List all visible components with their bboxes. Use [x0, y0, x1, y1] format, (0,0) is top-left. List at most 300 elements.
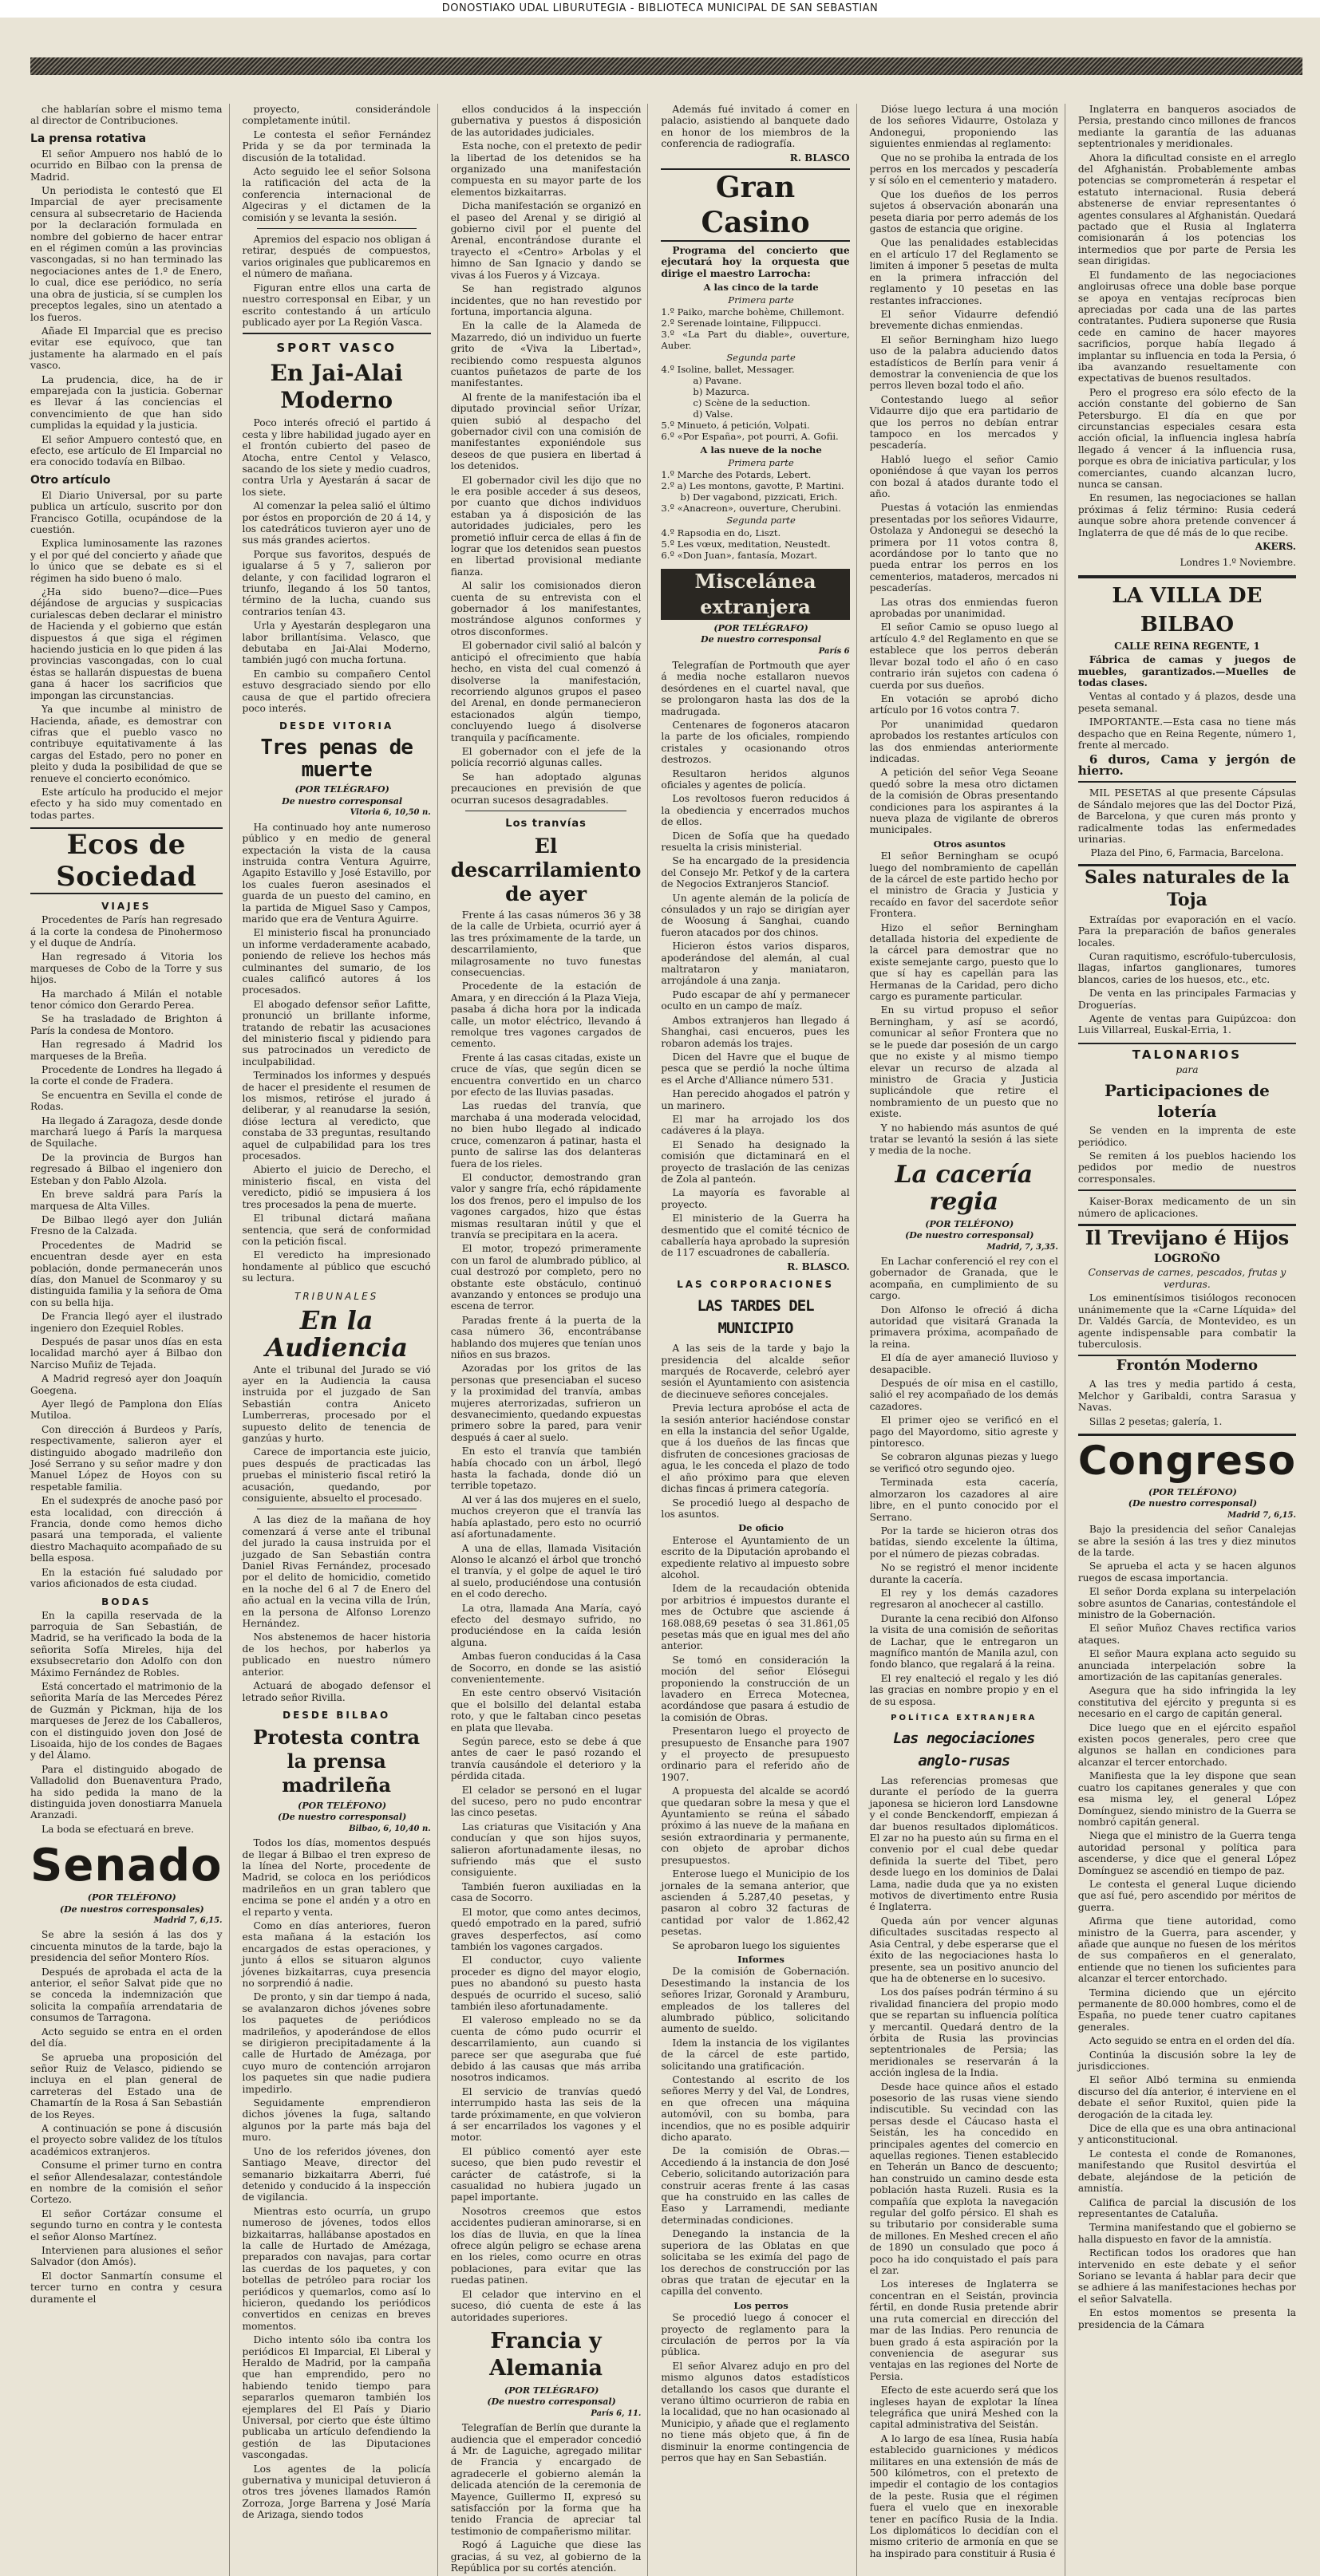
signature: R. BLASCO. — [787, 1260, 850, 1272]
paragraph: Este artículo ha producido el mejor efecto y ha sido muy comentado en todas partes. — [30, 786, 223, 821]
paragraph: Le contesta el señor Fernández Prida y se da por terminada la discusión de la totalidad. — [242, 128, 431, 164]
signature: R. BLASCO — [789, 152, 850, 164]
paragraph: El tribunal dictará mañana sentencia, que será de conformidad con la petición fiscal. — [242, 1213, 431, 1247]
paragraph: Dióse luego lectura á una moción de los señores Vidaurre, Ostolaza y Andonegui, proponiendo las siguientes enmiendas al reglamento: — [869, 104, 1058, 150]
paragraph: Dicho intento sólo iba contra los periódicos El Imparcial, El Liberal y Heraldo de Madrid, por la campaña que han emprendido, pero no habiendo tenido tiempo para separarlos quemaron también los ejemplares del El País y Diario Universal, por cierto que éste último publicaba un artículo defendiendo la gestión de las Diputaciones vascongadas. — [242, 2334, 431, 2461]
paragraph: Han regresado á Madrid los marqueses de la Breña. — [30, 1039, 223, 1062]
paragraph: Nos abstenemos de hacer historia de los hechos, por haberlos ya publicado en nuestro número anterior. — [242, 1631, 431, 1678]
section-title: Otro artículo — [30, 473, 111, 487]
byline: (POR TELÉFONO) — [298, 1800, 387, 1811]
paragraph: De la provincia de Burgos han regresado á Bilbao el ingeniero don Esteban y don Pablo Alzola. — [30, 1151, 223, 1186]
paragraph: Se abre la sesión á las dos y cincuenta minutos de la tarde, bajo la presidencia del señor Montero Ríos. — [30, 1929, 223, 1964]
paragraph: El valeroso empleado no se da cuenta de cómo pudo ocurrir el descarrilamiento, aun cuando si parece ser que aseguraba que fué debido á las causas que más arriba nosotros indicamos. — [450, 2014, 642, 2084]
paragraph: El abogado defensor señor Lafitte, pronunció un brillante informe, tratando de rebatir las acusaciones del ministerio fiscal y pidiendo para sus patrocinados un veredicto de inculpabilidad. — [242, 998, 431, 1067]
paragraph: El celador se personó en el lugar del suceso, pero no pudo encontrar las cinco pesetas. — [450, 1784, 642, 1819]
paragraph: En el sudexprés de anoche pasó por esta localidad, con dirección á Francia, donde como hemos dicho pasará una temporada, el valiente diestro Machaquito acompañado de su bella esposa. — [30, 1495, 223, 1564]
ad-sales-toja-title: Sales naturales de la Toja — [1078, 864, 1296, 911]
ad-text: Extraídas por evaporación en el vacío. Para la preparación de baños generales locales. — [1077, 913, 1296, 949]
paragraph: Frente á las casas números 36 y 38 de la calle de Urbieta, ocurrió ayer á las tres próximamente de la tarde, un descarrilamiento, que milagrosamente no tuvo funestas consecuencias. — [450, 909, 642, 978]
section-kicker: POLÍTICA EXTRANJERA — [891, 1714, 1037, 1722]
subsection-title: BODAS — [101, 1596, 152, 1608]
paragraph: En resumen, las negociaciones se hallan próximas á feliz término: Rusia cederá aunque sobre ahora pretende convencer á Inglaterra de que dé más de lo que recibe. — [1077, 492, 1296, 538]
paragraph: Según parece, esto se debe á que antes de caer le pasó rozando el tranvía causándole el deterioro y la pérdida citada. — [450, 1736, 642, 1782]
ad-subtitle: CALLE REINA REGENTE, 1 — [1114, 640, 1260, 652]
subsection-title: Informes — [737, 1953, 784, 1965]
program-item: b) Der vagabond, pizzicati, Erich. — [680, 491, 838, 503]
paragraph: Las criaturas que Visitación y Ana conducían y que son hijos suyos, salieron afortunadamente ilesas, no sufriendo más que el susto consiguiente. — [450, 1821, 642, 1879]
paragraph: Figuran entre ellos una carta de nuestro corresponsal en Eibar, y un escrito contestando á un artículo publicado ayer por La Región Vasca. — [242, 282, 431, 328]
paragraph: En breve saldrá para París la marquesa de Alta Villes. — [30, 1189, 223, 1212]
paragraph: También fueron auxiliadas en la casa de Socorro. — [450, 1880, 642, 1904]
paragraph: Apremios del espacio nos obligan á retirar, después de compuestos, varios originales que publicaremos en el número de mañana. — [242, 234, 431, 280]
paragraph: De pronto, y sin dar tiempo á nada, se avalanzaron dichos jóvenes sobre los paquetes de periódicos madrileños, y apoderándose de ellos se dirigieron precipitadamente á la calle de Hurtado de Amézaga, por cuyo muro de contención arrojaron los paquetes sin que nadie pudiera impedirlo. — [242, 1991, 431, 2095]
paragraph: Además fué invitado á comer en palacio, asistiendo al banquete dado en honor de los miembros de la conferencia de radiografía. — [661, 104, 850, 150]
paragraph: El señor Berningham se ocupó luego del nombramiento de capellán de la cárcel de este partido hecho por el ministro de Gracia y Justicia y recaído en favor del sacerdote señor Frontera. — [869, 850, 1058, 920]
subsection-title: VIAJES — [101, 901, 152, 913]
paragraph: El conductor, demostrando gran valor y sangre fría, echó rápidamente los dos frenos, pero el impulso de los vagones cargados, hizo que éstas mismas resultaran inútil y que el tranvía se precipitara en la acera. — [450, 1171, 642, 1241]
paragraph: El señor Ampuero contestó que, en efecto, ese artículo de El Imparcial no era conocido todavía en Bilbao. — [30, 433, 223, 468]
paragraph: Que no se prohiba la entrada de los perros en los mercados y pescadería y sí sólo en el cementerio y matadero. — [869, 152, 1058, 187]
paragraph: El rey y los demás cazadores regresaron al anochecer al castillo. — [869, 1587, 1058, 1611]
paragraph: En la capilla reservada de la parroquia de San Sebastián, de Madrid, se ha verificado la boda de la señorita Sofía Mireles, hija del exsubsecretario don Adolfo con don Máximo Fernández de Robles. — [30, 1609, 223, 1679]
paragraph: Idem la instancia de los vigilantes de la cárcel de este partido, solicitando una gratificación. — [661, 2037, 850, 2072]
paragraph: El Diario Universal, por su parte publica un artículo, suscrito por don Francisco Gotilla, ocupándose de la cuestión. — [30, 489, 223, 535]
paragraph: Consume el primer turno en contra el señor Allendesalazar, contestándole en nombre de la comisión el señor Cortezo. — [30, 2160, 223, 2206]
paragraph: No se registró el menor incidente durante la cacería. — [869, 1562, 1058, 1585]
ad-fronton-title: Frontón Moderno — [1078, 1355, 1296, 1375]
program-item: 5.º Minueto, á petición, Volpati. — [661, 420, 810, 432]
ad-text: Curan raquitismo, escrófulo-tuberculosis, llagas, infartos ganglionares, tumores blancos, caries de los huesos, etc., etc. — [1077, 950, 1296, 985]
paragraph: Por unanimidad quedaron aprobados los restantes artículos con las dos enmiendas anteriormente indicadas. — [869, 718, 1058, 764]
paragraph: Al comenzar la pelea salió el último por éstos en proporción de 20 á 14, y los catedráticos tuvieron ayer uno de sus más grandes aciertos. — [242, 500, 431, 546]
paragraph: Ya que incumbe al ministro de Hacienda, añade, es demostrar con cifras que el pueblo vasco no contribuye equitativamente á las cargas del Estado, pero no poner en pleito y duda la posibilidad de que se renueve el concierto económico. — [30, 704, 223, 784]
ad-subtitle: Conservas de carnes, pescados, frutas y verduras. — [1088, 1267, 1286, 1290]
paragraph: El gobernador civil les dijo que no le era posible acceder á sus deseos, por cuanto que dichos individuos estaban ya á disposición de las autoridades judiciales, pero les prometió influir cerca de ellas á fin de lograr que los detenidos sean puestos en libertad provisional mediante fianza. — [450, 474, 642, 578]
paragraph: Terminados los informes y después de hacer el presidente el resumen de los mismos, retiróse el jurado á deliberar, y al reanudarse la sesión, dióse lectura al veredicto, que constaba de 33 preguntas, resultando aquel de culpabilidad para los tres procesados. — [242, 1070, 431, 1162]
paragraph: Programa del concierto que ejecutará hoy la orquesta que dirige el maestro Larrocha: — [661, 245, 850, 279]
ad-text: Se venden en la imprenta de este periódico. — [1077, 1125, 1296, 1148]
section-kicker: Los tranvías — [505, 817, 587, 830]
paragraph: Contestando al escrito de los señores Merry y del Val, de Londres, en que ofrecen una máquina automóvil, con su bomba, para incendios, que no es posible adquirir dicho aparato. — [661, 2074, 850, 2144]
byline: (De nuestro corresponsal) — [1128, 1498, 1258, 1509]
column-1 — [30, 104, 230, 2576]
byline: (De nuestros corresponsales) — [59, 1903, 204, 1915]
paragraph: Paradas frente á la puerta de la casa número 36, encontrábanse hablando dos mujeres que tenían unos niños en sus brazos. — [450, 1314, 642, 1360]
paragraph: El fundamento de las negociaciones angloirusas ofrece una doble base porque se apoya en ventajas recíprocas bien apreciadas por cada una de las partes contratantes. Pudiera suponerse que Rusia cede en camino de hacer mayores sacrificios, porque había llegado á implantar su influencia en toda la Persia, ó iba avanzando resueltamente con expectativas de buenos resultados. — [1077, 269, 1296, 385]
paragraph: A Madrid regresó ayer don Joaquín Goegena. — [30, 1373, 223, 1396]
paragraph: Previa lectura aprobóse el acta de la sesión anterior haciéndose constar en ella la instancia del señor Ugalde, que á los dueños de las fincas que disfruten de concesiones graciosas de agua, le les conceda el plazo de todo el año próximo para que eleven dichas fincas á primera categoría. — [661, 1402, 850, 1495]
paragraph: Los intereses de Inglaterra se concentran en el Seistán, provincia fértil, en donde Rusia pretende abrir una ruta comercial en dirección del mar de las Indias. Pero renuncia de buen grado á esta aspiración por la conveniencia de asegurar sus ventajas en las regiones del Norte de Persia. — [869, 2278, 1058, 2382]
paragraph: Azoradas por los gritos de las personas que presenciaban el suceso y la proximidad del tranvía, ambas mujeres aterrorizadas, sufrieron un desvanecimiento, quedando expuestas primero sobre la pared, para venir después á caer al suelo. — [450, 1363, 642, 1443]
program-part: Primera parte — [728, 294, 794, 306]
paragraph: Continúa la discusión sobre la ley de jurisdicciones. — [1077, 2049, 1296, 2073]
paragraph: Han perecido ahogados el patrón y un marinero. — [661, 1088, 850, 1111]
paragraph: El señor Albó termina su enmienda discurso del día anterior, é interviene en el debate el señor Ruxitol, quien pide la derogación de la citada ley. — [1077, 2074, 1296, 2120]
divider — [1078, 1189, 1296, 1191]
ad-participaciones-title: Participaciones de lotería — [1104, 1081, 1270, 1122]
paragraph: Termina diciendo que un ejército permanente de 80.000 hombres, como el de España, no puede tener cuatro capitanes generales. — [1077, 1986, 1296, 2033]
paragraph: El celador que intervino en el suceso, dió cuenta de este á las autoridades superiores. — [450, 2288, 642, 2323]
paragraph: Se aprobaron luego los siguientes — [672, 1939, 840, 1951]
paragraph: Acto seguido se entra en el orden del día. — [1089, 2035, 1295, 2047]
paragraph: Inglaterra en banqueros asociados de Persia, prestando cinco millones de francos mediante la garantía de las aduanas septentrionales y meridionales. — [1077, 104, 1296, 150]
paragraph: El rey enalteció el regalo y les dió las gracias en nombre propio y en el de su esposa. — [869, 1672, 1058, 1707]
dateline: Vitoria 6, 10,50 n. — [350, 808, 431, 818]
subsection-title: Los perros — [733, 2299, 788, 2311]
dateline: Londres 1.º Noviembre. — [1180, 557, 1296, 569]
paragraph: En la calle de la Alameda de Mazarredo, dió un individuo un fuerte grito de «Viva la Libertad», recibiendo como respuesta algunos cuantos puñetazos de parte de los manifestantes. — [450, 320, 642, 389]
paragraph: Se encuentra en Sevilla el conde de Rodas. — [30, 1089, 223, 1113]
program-heading: A las cinco de la tarde — [703, 282, 819, 294]
headline-negociaciones: Las negociaciones anglo-rusas — [893, 1730, 1035, 1769]
section-kicker: TRIBUNALES — [294, 1290, 379, 1302]
paragraph: En su virtud propuso el señor Berningham, y así se acordó, comunicar al señor Frontera que no se le puede dar posesión de un cargo que no existe y al mismo tiempo elevar un recurso de alzada al ministro de Gracia y Justicia suplicándole que retire el nombramiento de un puesto que no existe. — [869, 1004, 1058, 1120]
dateline: París 6 — [818, 646, 850, 656]
paragraph: A lo largo de esa línea, Rusia había establecido guarniciones y médicos militares en una extensión de más de 500 kilómetros, con el pretexto de impedir el contagio de los contagios de la peste. Rusia que el régimen fuera el vuelo que en inexorable tener en pacífico Rusia de la India. Los diplomáticos lo decidían con el mismo criterio de armonía en que se ha inspirado para constituir á Rusia é — [869, 2432, 1058, 2559]
headline-ecos: Ecos de Sociedad — [30, 827, 223, 894]
paragraph: El señor Alvarez adujo en pro del mismo algunos datos estadísticos detallando los casos que durante el verano último ocurrieron de rabia en la localidad, que no han ocasionado al Municipio, y añade que el reglamento no tiene más objeto que, á fin de disminuir la enorme contingencia de perros que hay en San Sebastián. — [661, 2360, 850, 2464]
paragraph: Se aprueba el acta y se hacen algunos ruegos de escasa importancia. — [1077, 1560, 1296, 1584]
paragraph: El Senado ha designado la comisión que dictaminará en el proyecto de traslación de las cenizas de Zola al panteón. — [661, 1138, 850, 1185]
paragraph: Don Alfonso le ofreció á dicha autoridad que visitará Granada la primavera próxima, acompañado de la reina. — [869, 1304, 1058, 1350]
paragraph: Niega que el ministro de la Guerra tenga autoridad personal y política para ascenderse, y dice que el general López Domínguez se ascendió en tiempo de paz. — [1077, 1830, 1296, 1876]
paragraph: La boda se efectuará en breve. — [41, 1823, 195, 1835]
paragraph: El señor Maura explana acto seguido su anunciada interpelación sobre la amortización de las capitanías generales. — [1077, 1648, 1296, 1683]
paragraph: Los agentes de la policía gubernativa y municipal detuvieron á otros tres jóvenes llamados Ramón Zorroza, Jorge Barrena y José María de Arizaga, siendo todos — [242, 2463, 431, 2521]
paragraph: A las seis de la tarde y bajo la presidencia del alcalde señor marqués de Rocaverde, celebró ayer sesión el Ayuntamiento con asistencia de diecinueve señores concejales. — [661, 1343, 850, 1400]
dateline: Madrid 7, 6,15. — [1227, 1510, 1296, 1520]
paragraph: Se ha trasladado de Brighton á París la condesa de Montoro. — [30, 1013, 223, 1036]
paragraph: Rogó á Laguiche que diese las gracias, á su vez, al gobierno de la República por su cortés atención. — [450, 2539, 642, 2574]
paragraph: Efecto de este acuerdo será que los ingleses hayan de explotar la línea telegráfica que unirá Meshed con la capital administrativa del Seistán. — [869, 2385, 1058, 2431]
headline-francia-alemania: Francia y Alemania — [489, 2328, 603, 2381]
byline: (POR TELÉGRAFO) — [294, 784, 389, 795]
paragraph: A las diez de la mañana de hoy comenzará á verse ante el tribunal del jurado la causa instruida por el juzgado de San Sebastián contra Daniel Rivas Fernández, procesado por el delito de homicidio, cometido en la noche del 6 al 7 de Enero del año actual en la vecina villa de Irún, en la persona de Alfonso Lorenzo Hernández. — [242, 1514, 431, 1630]
paragraph: Termina manifestando que el gobierno se halla dispuesto en favor de la amnistía. — [1077, 2222, 1296, 2245]
paragraph: Acto seguido lee el señor Solsona la ratificación del acta de la conferencia internacional de Algeciras y el dictamen de la comisión y se levanta la sesión. — [242, 166, 431, 223]
ad-villa-bilbao-title: LA VILLA DE BILBAO — [1078, 575, 1296, 639]
paragraph: La mayoría es favorable al proyecto. — [661, 1187, 850, 1210]
section-kicker: LAS CORPORACIONES — [677, 1279, 834, 1291]
paragraph: Se aprueba una proposición del señor Ruiz de Velasco, pidiendo se incluya en el plan general de carreteras del Estado una de Chamartín de la Rosa á San Sebastián de los Reyes. — [30, 2051, 223, 2120]
paragraph: Dicha manifestación se organizó en el paseo del Arenal y se dirigió al gobierno civil por el puente del Arenal, encontrándose durante el trayecto el «Centro» Arbolas y el himno de San Ignacio y dando se vivas á los Fueros y á Vizcaya. — [450, 200, 642, 281]
paragraph: Enterose el Ayuntamiento de un escrito de la Diputación aprobando el expediente relativo al impuesto sobre alcohol. — [661, 1534, 850, 1580]
ad-subtitle: LOGROÑO — [1154, 1252, 1220, 1266]
program-item: 4.º Isoline, ballet, Messager. — [661, 364, 795, 376]
dateline: Madrid 7, 6,15. — [153, 1916, 223, 1926]
paragraph: Pero el progreso era sólo efecto de la acción constante del gobierno de San Petersburgo. El día en que por circunstancias especiales cesara esta acción oficial, la influencia inglesa habría llegado á vencer á la influencia rusa, porque es obra de iniciativa particular, y los comerciantes, cuando alcanzan lucro, nunca se cansan. — [1077, 386, 1296, 490]
program-heading: A las nueve de la noche — [700, 444, 822, 456]
headline-jai-alai: En Jai-Alai Moderno — [270, 360, 403, 414]
paragraph: El señor Camio se opuso luego al artículo 4.º del Reglamento en que se establece que los perros deberán llevar bozal todo el año ó en caso contrario irán sujetos con cadena ó cuerda por sus dueños. — [869, 621, 1058, 691]
paragraph: Puestas á votación las enmiendas presentadas por los señores Vidaurre, Ostolaza y Andonegui se desechó la primera por 11 votos contra 8, acordándose por lo tanto que no pueda entrar los perros en los cementerios, mataderos, mercados ni pescaderías. — [869, 502, 1058, 594]
paragraph: Y no habiendo más asuntos de qué tratar se levantó la sesión á las siete y media de la noche. — [869, 1122, 1058, 1157]
paragraph: Dice luego que en el ejército español existen pocos generales, pero cree que algunos se hallan en condiciones para alcanzar el tercer entorchado. — [1077, 1722, 1296, 1768]
paragraph: En estos momentos se presenta la presidencia de la Cámara — [1077, 2307, 1296, 2330]
program-item: 3.º «Anacreon», ouverture, Cherubini. — [661, 503, 841, 515]
paragraph: Procedente de Londres ha llegado á la corte el conde de Fradera. — [30, 1064, 223, 1087]
paragraph: De la comisión de Gobernación. Desestimando la instancia de los señores Irizar, Goronald y Aramburu, empleados de los talleres del alumbrado público, solicitando aumento de sueldo. — [661, 1966, 850, 2035]
paragraph: che hablarían sobre el mismo tema al director de Contribuciones. — [30, 104, 223, 127]
paragraph: El día de ayer amaneció lluvioso y desapacible. — [869, 1352, 1058, 1375]
paragraph: Se cobraron algunas piezas y luego se verificó otro segundo ojeo. — [869, 1451, 1058, 1474]
paragraph: Frente á las casas citadas, existe un cruce de vías, que según dicen se encuentra convertido en un charco por efecto de las lluvias pasadas. — [450, 1051, 642, 1099]
section-kicker: SPORT VASCO — [276, 341, 397, 356]
paragraph: A petición del señor Vega Seoane quedó sobre la mesa otro dictamen de la comisión de Obras presentando condiciones para los aspirantes á la nueva plaza de vigilante de obreros municipales. — [869, 767, 1058, 836]
ad-text: 6 duros, Cama y jergón de hierro. — [1077, 751, 1296, 778]
program-item: b) Mazurca. — [693, 386, 750, 398]
paragraph: Contestando luego al señor Vidaurre dijo que era partidario de que los perros no debían entrar tampoco en los mercados y pescadería. — [869, 393, 1058, 452]
paragraph: Ante el tribunal del Jurado se vió ayer en la Audiencia la causa instruida por el juzgado de San Sebastián contra Aniceto Lumberreras, procesado por el supuesto delito de tenencia de ganzúas y hurto. — [242, 1363, 431, 1444]
program-item: a) Pavane. — [693, 375, 742, 387]
dateline: Bilbao, 6, 10,40 n. — [349, 1824, 431, 1833]
byline: (POR TELÉFONO) — [925, 1218, 1014, 1229]
paragraph: Hicieron éstos varios disparos, apoderándose del alemán, al cual maltrataron y maniataron, arrojándole á una zanja. — [661, 941, 850, 987]
paragraph: El ministerio de la Guerra ha desmentido que el comité técnico de caballería haya aprobado la supresión de 117 escuadrones de caballería. — [661, 1213, 850, 1259]
paragraph: Las ruedas del tranvía, que marchaba á una moderada velocidad, no bien hubo llegado al indicado cruce, comenzaron á patinar, hasta el punto de salirse las dos delanteras fuera de los rieles. — [450, 1100, 642, 1170]
headline-tardes-municipio: LAS TARDES DEL MUNICIPIO — [697, 1297, 814, 1338]
paragraph: Procedente de la estación de Amara, y en dirección á la Plaza Vieja, pasaba á dicha hora por la indicada calle, un motor eléctrico, llevando á remolque tres vagones cargados de cemento. — [450, 980, 642, 1050]
paragraph: Hizo el señor Berningham detallada historia del expediente de la cárcel para demostrar que no existe semejante cargo, puesto que lo que sí hay es capellán para las Hermanas de la Caridad, pero dicho cargo es puramente particular. — [869, 921, 1058, 1003]
paragraph: Después de oír misa en el castillo, salió el rey acompañado de los demás cazadores. — [869, 1378, 1058, 1412]
paragraph: Al ver á las dos mujeres en el suelo, muchos creyeron que el tranvía las había aplastado, pero esto no ocurrió así afortunadamente. — [450, 1493, 642, 1540]
headline-miscelanea: Miscelánea extranjera — [661, 569, 849, 620]
paragraph: Mientras esto ocurría, un grupo numeroso de jóvenes, todos ellos bizkaitarras, hallábanse apostados en la calle de Hurtado de Amézaga, preparados con navajas, para cortar las cuerdas de los paquetes, y con botellas de petróleo para rociar los periódicos y quemarlos, como así lo hicieron, quedando los periódicos convertidos en cenizas en breves momentos. — [242, 2205, 431, 2332]
paragraph: Denegando la instancia de la superiora de las Oblatas en que solicitaba se les eximía del pago de los derechos de construcción por las obras que tratan de ejecutar en la capilla del convento. — [661, 2228, 850, 2298]
section-title: La prensa rotativa — [30, 132, 147, 145]
headline-gran-casino: Gran Casino — [661, 168, 849, 242]
paragraph: Se procedió luego á conocer el proyecto de reglamento para la circulación de perros por la vía pública. — [661, 2312, 850, 2358]
signature: AKERS. — [1255, 541, 1296, 553]
section-kicker: DESDE VITORIA — [279, 720, 394, 732]
paragraph: Terminada esta cacería, almorzaron los cazadores al aire libre, en el punto conocido por el Serrano. — [869, 1477, 1058, 1523]
column-6 — [1078, 104, 1302, 2576]
paragraph: El gobernador civil salió al balcón y anticipó el ofrecimiento que había hecho, en vista del cual comenzó á disolverse la manifestación, recorriendo algunos grupos el paseo del Arenal, en donde permanecieron estacionados algún tiempo, concluyendo luego á disolverse tranquila y pacíficamente. — [450, 640, 642, 744]
paragraph: Para el distinguido abogado de Valladolid don Buenaventura Prado, ha sido pedida la mano de la distinguida joven donostiarra Manuela Aranzadi. — [30, 1763, 223, 1821]
paragraph: El señor Cortázar consume el segundo turno en contra y le contesta el señor Alonso Martínez. — [30, 2207, 223, 2243]
headline-descarrilamiento: El descarrilamiento de ayer — [450, 834, 642, 905]
paragraph: A continuación se pone á discusión el proyecto sobre validez de los títulos académicos extranjeros. — [30, 2122, 223, 2157]
paragraph: Actuará de abogado defensor el letrado señor Rivilla. — [242, 1680, 431, 1703]
ad-text: De venta en las principales Farmacias y Droguerías. — [1077, 988, 1296, 1011]
headline-congreso: Congreso — [1078, 1434, 1296, 1485]
paragraph: El señor Vidaurre defendió brevemente dichas enmiendas. — [869, 308, 1058, 332]
paragraph: Después de pasar unos días en esta localidad marchó ayer á Bilbao don Narciso Muñiz de Tejada. — [30, 1335, 223, 1371]
ad-text: para — [1176, 1063, 1199, 1075]
paragraph: El señor Muñoz Chaves rectifica varios ataques. — [1077, 1623, 1296, 1646]
byline: (POR TELÉGRAFO) — [713, 622, 808, 633]
paragraph: Carece de importancia este juicio, pues después de practicadas las pruebas el ministerio fiscal retiró la acusación, quedando, por consiguiente, absuelto el procesado. — [242, 1446, 431, 1504]
paragraph: Califica de parcial la discusión de los representantes de Cataluña. — [1077, 2196, 1296, 2219]
paragraph: Le contesta el conde de Romanones, manifestando que Rusitol desvirtúa el debate, alejándose de la petición de amnistía. — [1077, 2148, 1296, 2195]
paragraph: Dicen de Sofía que ha quedado resuelta la crisis ministerial. — [661, 830, 850, 853]
headline-audiencia: En la Audiencia — [265, 1304, 408, 1363]
paragraph: Las otras dos enmiendas fueron aprobadas por unanimidad. — [869, 596, 1058, 620]
paragraph: Ahora la dificultad consiste en el arreglo del Afghanistán. Probablemente ambas potencias se comprometerán á respetar el estatuto internacional. Rusia deberá abstenerse de enviar representantes ó agentes consulares al Afghanistán. Quedará pactado que el Rusia al Inglaterra comisionarán á los potencias los intermedios que por parte de Persia les sean dirigidas. — [1077, 152, 1296, 267]
paragraph: Abierto el juicio de Derecho, el ministerio fiscal, en vista del veredicto, pidió se impusiera á los tres procesados la pena de muerte. — [242, 1164, 431, 1210]
paragraph: Urla y Ayestarán desplegaron una labor brillantísima. Velasco, que debutaba en Jai-Alai Moderno, también jugó con mucha fortuna. — [242, 620, 431, 666]
paragraph: Le contesta el general Luque diciendo que así fué, pero ascendido por méritos de guerra. — [1077, 1878, 1296, 1913]
section-kicker: DESDE BILBAO — [283, 1709, 391, 1721]
headline-caceria: La cacería regia — [895, 1160, 1033, 1216]
paragraph: De la comisión de Obras.—Accediendo á la instancia de don José Ceberio, solicitando autorización para construir aceras frente á las casas que ha construido en las calles de Easo y Larramendi, mediante determinadas condiciones. — [661, 2145, 850, 2226]
program-item: c) Scène de la seduction. — [693, 397, 811, 409]
paragraph: Asegura que ha sido infringida la ley constitutiva del ejército y pregunta si es necesario en el cargo de capitán general. — [1077, 1685, 1296, 1720]
byline: (De nuestro corresponsal) — [277, 1812, 407, 1823]
ad-text: Plaza del Pino, 6, Farmacia, Barcelona. — [1090, 847, 1284, 859]
paragraph: El público comentó ayer este suceso, que bien pudo revestir el carácter de catástrofe, si la casualidad no hubiera jugado un papel importante. — [450, 2145, 642, 2203]
byline: (POR TELÉFONO) — [87, 1892, 176, 1903]
program-item: 3.º «La Part du diable», ouverture, Auber. — [661, 329, 850, 352]
paragraph: Enterose luego el Municipio de los jornales de la semana anterior, que ascienden á 5.287,40 pesetas, y pasaron al cobro 32 facturas de cantidad por valor de 1.862,42 pesetas. — [661, 1868, 850, 1938]
paragraph: Como en días anteriores, fueron esta mañana á la estación los encargados de estas operaciones, y junto á ellos se situaron algunos jóvenes bizkaitarras, cuya presencia no sorprendió á nadie. — [242, 1919, 431, 1989]
headline-protesta: Protesta contra la prensa madrileña — [253, 1725, 421, 1797]
column-4 — [661, 104, 856, 2576]
paragraph: En la estación fué saludado por varios aficionados de esta ciudad. — [30, 1566, 223, 1590]
paragraph: Durante la cena recibió don Alfonso la visita de una comisión de señoritas de Lachar, que le entregaron un magnífico mantón de Manila azul, con fondo blanco, que regalará á la reina. — [869, 1612, 1058, 1671]
paragraph: El veredicto ha impresionado hondamente al público que escuchó su lectura. — [242, 1249, 431, 1284]
paragraph: Ha llegado á Zaragoza, desde donde marchará luego á París la marquesa de Squilache. — [30, 1114, 223, 1150]
ad-text: MIL PESETAS al que presente Cápsulas de Sándalo mejores que las del Doctor Pizá, de Barcelona, y que curen más pronto y radicalmente todas las enfermedades urinarias. — [1077, 787, 1296, 845]
program-item: 1.º Marche des Potards, Lebert. — [661, 469, 812, 481]
paragraph: Uno de los referidos jóvenes, don Santiago Meave, director del semanario bizkaitarra Aberri, fué detenido y conducido á la inspección de vigilancia. — [242, 2145, 431, 2203]
program-item: d) Valse. — [693, 408, 733, 420]
paragraph: El señor Berningham hizo luego uso de la palabra aduciendo datos estadísticos de Berlín para venir á demostrar la conveniencia de que los perros lleven bozal todo el año. — [869, 333, 1058, 392]
dateline: París 6, 11. — [591, 2408, 642, 2418]
paragraph: En votación se aprobó dicho artículo por 16 votos contra 7. — [869, 692, 1058, 716]
paragraph: Después de aprobada el acta de la anterior, el señor Salvat pide que no se conceda la indemnización que solicita la compañía arrendataria de consumos de Tarragona. — [30, 1966, 223, 2024]
column-2 — [243, 104, 438, 2576]
paragraph: Está concertado el matrimonio de la señorita María de las Mercedes Pérez de Guzmán y Pickman, hija de los marqueses de Jerez de los Caballeros, con el distinguido joven don José de Lisoaida, hijo de los condes de Bagaes y del Álamo. — [30, 1680, 223, 1761]
paragraph: La prudencia, dice, ha de ir emparejada con la justicia. Gobernar es llevar á las conciencias el convencimiento de que han sido cumplidas la equidad y la justicia. — [30, 373, 223, 432]
paragraph: Ayer llegó de Pamplona don Elías Mutiloa. — [30, 1398, 223, 1422]
program-item: 2.º Serenade lointaine, Filippucci. — [661, 318, 821, 329]
paragraph: Centenares de fogoneros atacaron la parte de los oficiales, rompiendo cristales y ocasionando otros destrozos. — [661, 719, 850, 766]
paragraph: Porque sus favoritos, después de igualarse á 5 y 7, salieron por delante, y con facilidad lograron el triunfo, llegando á los 50 tantos, término de la lucha, cuando sus contrarios tenían 43. — [242, 548, 431, 617]
paragraph: Al frente de la manifestación iba el diputado provincial señor Urízar, quien subió al despacho del gobernador civil con una comisión de manifestantes exponiéndole sus deseos de que pusiera en libertad á los detenidos. — [450, 391, 642, 472]
paragraph: Poco interés ofreció el partido á cesta y libre habilidad jugado ayer en el frontón cubierto del paseo de Atocha, entre Centol y Velasco, sacando de los siete y medio cuadros, contra Urla y Ayestarán á sacar de los siete. — [242, 417, 431, 498]
paragraph: Dicen del Havre que el buque de pesca que se perdió la noche última es el Arche d'Alliance número 531. — [661, 1051, 850, 1086]
paragraph: El gobernador con el jefe de la policía recorrió algunas calles. — [450, 745, 642, 769]
paragraph: Ambas fueron conducidas á la Casa de Socorro, en donde se las asistió convenientemente. — [450, 1651, 642, 1685]
paragraph: A propuesta del alcalde se acordó que quedaran sobre la mesa y que el Ayuntamiento se reúna el sábado próximo á las nueve de la mañana en sesión extraordinaria y permanente, con objeto de aprobar dichos presupuestos. — [661, 1785, 850, 1866]
paragraph: ellos conducidos á la inspección gubernativa y puestos á disposición de las autoridades judiciales. — [450, 104, 642, 138]
paragraph: Ha continuado hoy ante numeroso público y en medio de general expectación la vista de la causa instruida contra Ventura Aguirre, Agapito Estavillo y José Estavillo, por los cuales fueron asesinados el guarda de un puesto del camino, en la partida de Miguel Saso y Campos, marido que era de Ventura Aguirre. — [242, 821, 431, 925]
subsection-title: De oficio — [738, 1522, 784, 1534]
archive-header: DONOSTIAKO UDAL LIBURUTEGIA - BIBLIOTECA MUNICIPAL DE SAN SEBASTIAN — [0, 0, 1320, 18]
newspaper-columns — [30, 104, 1302, 2574]
paragraph: El señor Dorda explana su interpelación sobre asuntos de Canarias, contestándole el ministro de la Gobernación. — [1077, 1586, 1296, 1620]
paragraph: Se tomó en consideración la moción del señor Elósegui proponiendo la construcción de un lavadero en Erreca Motecnea, acordándose que pasara á estudio de la comisión de Obras. — [661, 1654, 850, 1723]
paragraph: El motor, tropezó primeramente con un farol de alumbrado público, al cual destrozó por completo, pero no obstante este obstáculo, continuó avanzando y entonces se produjo una escena de terror. — [450, 1243, 642, 1312]
paragraph: Se procedió luego al despacho de los asuntos. — [661, 1497, 850, 1520]
paragraph: proyecto, considerándole completamente inútil. — [242, 104, 431, 127]
paragraph: Queda aún por vencer algunas dificultades suscitadas respecto al Asia Central, y debe esperarse que el éxito de las negociaciones hasta lo presente, sea un positivo anuncio del que ha de obtenerse en lo sucesivo. — [869, 1915, 1058, 1984]
column-3 — [451, 104, 649, 2576]
ad-talonarios-title: TALONARIOS — [1078, 1043, 1296, 1062]
paragraph: En este centro observó Visitación que el bolsillo del delantal estaba roto, y que le faltaban cinco pesetas en plata que llevaba. — [450, 1687, 642, 1734]
ad-text: Se remiten á los pueblos haciendo los pedidos por medio de nuestros corresponsales. — [1077, 1150, 1296, 1185]
paragraph: Ha marchado á Milán el notable tenor cómico don Gerardo Perea. — [30, 988, 223, 1011]
dateline: Madrid, 7, 3,35. — [986, 1242, 1058, 1252]
paragraph: Habló luego el señor Camio oponiéndose á que vayan los perros con bozal á atados durante todo el año. — [869, 453, 1058, 499]
subsection-title: Otros asuntos — [933, 838, 1006, 850]
paragraph: Seguidamente emprendieron dichos jóvenes la fuga, saltando algunos por la parte más baja del muro. — [242, 2097, 431, 2144]
ad-text: Fábrica de camas y juegos de muebles, garantizados.—Muelles de todas clases. — [1077, 654, 1296, 689]
program-item: 5.º Les vœux, meditation, Neustedt. — [661, 538, 831, 550]
paragraph: Procedentes de París han regresado á la corte la condesa de Pinohermoso y el duque de Andría. — [30, 914, 223, 949]
byline: De nuestro corresponsal — [282, 795, 403, 807]
headline-senado: Senado — [30, 1840, 223, 1892]
program-item: 6.º «Don Juan», fantasía, Mozart. — [661, 549, 818, 561]
paragraph: Nosotros creemos que estos accidentes pudieran aminorarse, si en los días de lluvia, en que la línea ofrece algún peligro se echase arena en los rieles, como ocurre en otras poblaciones, para evitar que las ruedas patinen. — [450, 2205, 642, 2286]
ad-trevijano-title: Il Trevijano é Hijos — [1078, 1224, 1296, 1250]
masthead-band — [0, 18, 1320, 80]
paragraph: Se han registrado algunos incidentes, que no han revestido por fortuna, importancia alguna. — [450, 283, 642, 318]
paragraph: Bajo la presidencia del señor Canalejas se abre la sesión á las tres y diez minutos de la tarde. — [1077, 1524, 1296, 1558]
byline: (POR TELÉFONO) — [1148, 1486, 1237, 1497]
paragraph: Idem de la recaudación obtenida por arbitrios é impuestos durante el mes de Octubre que asciende á 168.088,69 pesetas ó sea 31.861,05 pesetas más que en igual mes del año anterior. — [661, 1583, 850, 1652]
paragraph: Rectifican todos los oradores que han intervenido en este debate y el señor Soriano se levanta á hablar para decir que se adhiere á las manifestaciones hechas por el señor Salvatella. — [1077, 2247, 1296, 2305]
program-item: 4.º Rapsodia en do, Liszt. — [661, 527, 781, 538]
paragraph: Se ha encargado de la presidencia del Consejo Mr. Petkof y de la cartera de Negocios Extranjeros Stanciof. — [661, 855, 850, 890]
program-part: Segunda parte — [726, 515, 796, 527]
paragraph: Afirma que tiene autoridad, como ministro de la Guerra, para ascender, y añade que aunque no fuesen de los méritos de sus compañeros en el generalato, entiende que no tienen los suficientes para alcanzar el tercer entorchado. — [1077, 1915, 1296, 1985]
paragraph: A una de ellas, llamada Visitación Alonso le alcanzó el árbol que tronchó el tranvía, y el golpe de aquel le tiró al suelo, produciéndose una contusión en el codo derecho. — [450, 1542, 642, 1600]
paragraph: De Bilbao llegó ayer don Julián Fresno de la Calzada. — [30, 1213, 223, 1237]
program-part: Segunda parte — [726, 352, 796, 364]
paragraph: Acto seguido se entra en el orden del día. — [30, 2026, 223, 2049]
paragraph: Al salir los comisionados dieron cuenta de su entrevista con el gobernador á los manifestantes, mostrándose algunos conformes y otros disconformes. — [450, 580, 642, 637]
paragraph: En esto el tranvía que también había chocado con un árbol, llegó hasta la fachada, donde dió un terrible topetazo. — [450, 1446, 642, 1492]
paragraph: Telegrafían de Portmouth que ayer á media noche estallaron nuevos desórdenes en el cuartel naval, que se prolongaron hasta las dos de la madrugada. — [661, 659, 850, 717]
paragraph: Se han adoptado algunas precauciones en previsión de que ocurran sucesos desagradables. — [450, 771, 642, 806]
paragraph: Los dos países podrán término á su rivalidad financiera del propio modo que se repartan su influencia política y mercantil. Quedará dentro de la órbita de Rusia las provincias septentrionales de Persia; las meridionales se reservarán á la acción inglesa de la India. — [869, 1986, 1058, 2079]
program-item: 2.º a) Les montons, gavotte, P. Martini. — [661, 480, 844, 492]
paragraph: ¿Ha sido bueno?—dice—Pues déjándose de argucias y suspicacias curialescas deben declarar el ministro de Hacienda y el gobierno que están dispuestos á que siga el régimen haciendo justicia en lo que piden á las provincias vascongadas, con lo cual éstas se hallarán dispuestas de buena gana á hacer los sacrificios que impongan las circunstancias. — [30, 586, 223, 701]
divider — [1078, 781, 1296, 783]
ad-text: IMPORTANTE.—Esta casa no tiene más despacho que en Reina Regente, número 1, frente al mercado. — [1077, 716, 1296, 751]
paragraph: Manifiesta que la ley dispone que sean cuatro los capitanes generales y que con esa misma ley, el general López Domínguez, siendo ministro de la Guerra se nombró capitán general. — [1077, 1770, 1296, 1828]
byline: (POR TELÉGRAFO) — [504, 2385, 599, 2396]
headline-tres-penas: Tres penas de muerte — [260, 736, 413, 783]
paragraph: Procedentes de Madrid se encuentran desde ayer en esta población, donde permanecerán unos días, don Manuel de Sconmaroy y su distinguida familia y la señora de Oma con su bella hija. — [30, 1239, 223, 1308]
column-5 — [870, 104, 1065, 2576]
paragraph: La otra, llamada Ana María, cayó efecto del desmayo sufrido, no produciéndose en la caída lesión alguna. — [450, 1602, 642, 1648]
paragraph: Un periodista le contestó que El Imparcial de ayer precisamente censura al subsecretario de Hacienda por la declaración formulada en nombre del gobierno de hacer entrar en el régimen común a las provincias vascongadas, si no han terminado las negociaciones antes de 1.º de Enero, lo cual, dice ese periódico, no sería una obra de justicia, sí se cumplen los preceptos legales, sino un atentado a los fueros. — [30, 185, 223, 323]
byline: De nuestro corresponsal — [701, 634, 821, 645]
paragraph: El señor Ampuero nos habló de lo ocurrido en Bilbao con la prensa de Madrid. — [30, 148, 223, 183]
paragraph: Que los dueños de los perros sujetos á observación abonarán una peseta diaria por perro además de los gastos de estancia que origine. — [869, 188, 1058, 235]
paragraph: En cambio su compañero Centol estuvo desgraciado siendo por ello causa de que el partido ofreciera poco interés. — [242, 668, 431, 715]
byline: (De nuestro corresponsal) — [487, 2397, 616, 2408]
paragraph: Han regresado á Vitoria los marqueses de Cobo de la Torre y sus hijos. — [30, 951, 223, 986]
paragraph: Desde hace quince años el estado posesorio de las rusas viene siendo indiscutible. Su vecindad con las persas desde el Cáucaso hasta el Seistán, les ha concedido en principales agentes del comercio en aquellas regiones. Tienen establecido en Teherán un Banco de descuento; han construido un camino desde esta población hasta Ruzeli. Rusia es la compañía que explota la navegación regular del golfo pérsico. El shah es su tributario por considerable suma de millones. En Meshed crecen el año de 1890 un consulado que poco á poco ha ido conquistado el país para el zar. — [869, 2081, 1058, 2277]
paragraph: Todos los días, momentos después de llegar á Bilbao el tren expreso de la línea del Norte, procedente de Madrid, se coloca en los periódicos madrileños en un gran tablero que encima se pone el andén y a otro en el reparto y venta. — [242, 1837, 431, 1918]
ad-text: Los eminentísimos tisiólogos reconocen unánimemente que la «Carne Líquida» del Dr. Valdés García, de Montevideo, es un agente indispensable para combatir la tuberculosis. — [1077, 1292, 1296, 1350]
paragraph: Esta noche, con el pretexto de pedir la libertad de los detenidos se ha organizado una manifestación compuesta en su mayor parte de los elementos bizkaitarras. — [450, 140, 642, 198]
paragraph: Por la tarde se hicieron otras dos batidas, siendo excelente la última, por el número de piezas cobradas. — [869, 1525, 1058, 1560]
paragraph: Intervienen para alusiones el señor Salvador (don Amós). — [30, 2245, 223, 2268]
paragraph: Un agente alemán de la policía de cónsulados y un rajo se dirigían ayer de Woosung á Sanghai, cuando fueron atacados por dos chinos. — [661, 892, 850, 938]
paragraph: De Francia llegó ayer el ilustrado ingeniero don Ezequiel Robles. — [30, 1311, 223, 1334]
decorative-rule — [30, 57, 1302, 75]
paragraph: Con dirección á Burdeos y París, respectivamente, salieron ayer el distinguido abogado madrileño don José Serrano y su señor madre y don Manuel López de Hoyos con su respetable familia. — [30, 1423, 223, 1493]
ad-text: Agente de ventas para Guipúzcoa: don Luis Villarreal, Euskal-Erria, 1. — [1077, 1013, 1296, 1036]
paragraph: El ministerio fiscal ha pronunciado un informe verdaderamente acabado, poniendo de relieve los hechos más culminantes del sumario, de los cuales calificó autores á los procesados. — [242, 927, 431, 996]
paragraph: El conductor, cuyo valiente proceder es digno del mayor elogio, pues no abandonó su puesto hasta después de ocurrido el suceso, salió también ileso afortunadamente. — [450, 1955, 642, 2012]
divider — [243, 333, 431, 334]
